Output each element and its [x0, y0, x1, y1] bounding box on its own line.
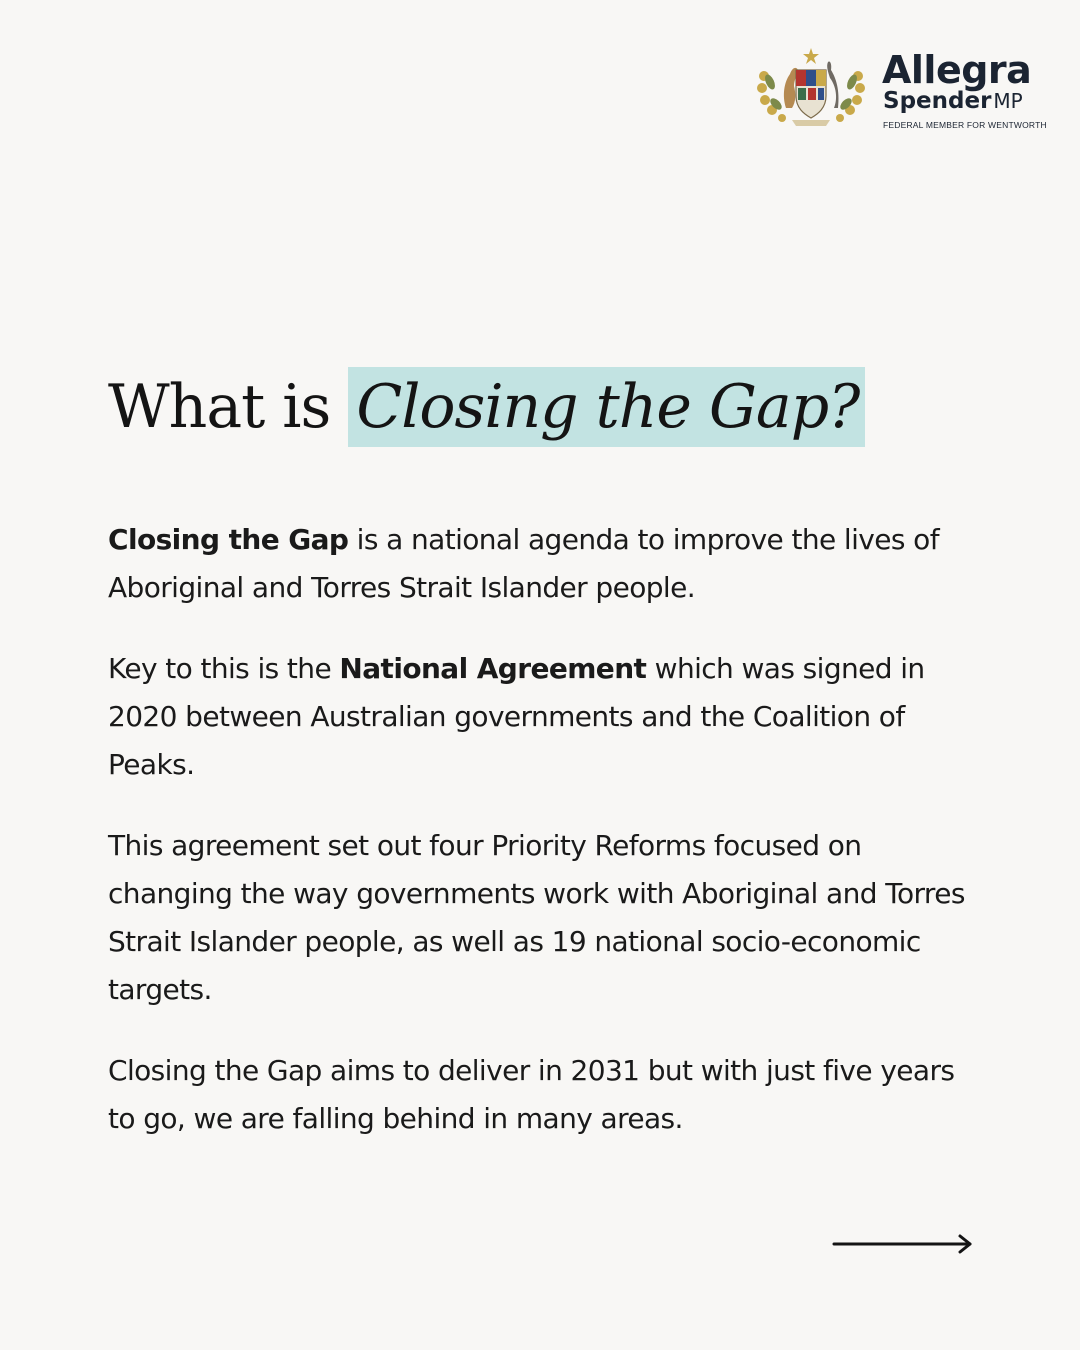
paragraph-agreement-after: which was signed in 2020 between Australian governments and the Coalition of Peaks.: [108, 652, 925, 781]
logo-subtitle: FEDERAL MEMBER FOR WENTWORTH: [883, 120, 1047, 130]
body-copy: [108, 516, 988, 1176]
logo-surname: Spender: [883, 88, 992, 114]
logo-name: Allegra: [882, 48, 1032, 92]
title-prefix: What is: [108, 372, 331, 442]
paragraph-intro: [108, 516, 988, 612]
paragraph-reforms: This agreement set out four Priority Reforms focused on changing the way governments work with Aboriginal and Torres Strait Islander people, as well as 19 national socio-economic targets.: [108, 829, 965, 1006]
paragraph-agreement: [108, 645, 988, 789]
page-title: [108, 365, 865, 449]
paragraph-intro-bold: Closing the Gap: [108, 523, 349, 556]
mp-logo: [756, 46, 1080, 136]
paragraph-intro-text: is a national agenda to improve the lives of Aboriginal and Torres Strait Islander people.: [108, 523, 939, 604]
paragraph-agreement-bold: National Agreement: [339, 652, 647, 685]
logo-surname-row: [883, 88, 1023, 116]
paragraph-deadline: Closing the Gap aims to deliver in 2031 but with just five years to go, we are falling behind in many areas.: [108, 1054, 955, 1135]
title-highlight: Closing the Gap?: [348, 367, 865, 447]
coat-of-arms-icon: [756, 46, 866, 130]
paragraph-agreement-before: Key to this is the: [108, 652, 332, 685]
logo-suffix: MP: [993, 89, 1023, 113]
arrow-right-icon[interactable]: [832, 1232, 974, 1256]
